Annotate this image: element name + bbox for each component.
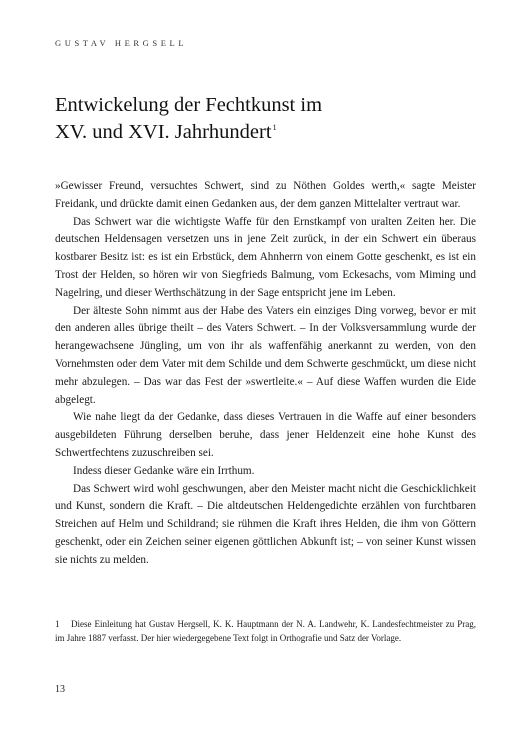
paragraph: »Gewisser Freund, versuchtes Schwert, sind zu Nöthen Goldes werth,« sagte Meister Freidank, und drückte damit einen Gedanken aus, der dem ganzen Mittelalter vertraut war. xyxy=(55,180,476,210)
footnote xyxy=(55,617,476,645)
paragraph: Das Schwert wird wohl geschwungen, aber den Meister macht nicht die Geschicklichkeit und Kunst, sondern die Kraft. – Die altdeutschen Heldengedichte erzählen von furchtbaren Streichen auf Helm und Schildrand; sie rühmen die Kraft ihres Helden, die ihm von Göttern geschenkt, oder ein Zeichen seiner eigenen göttlichen Abkunft ist; – von seiner Kunst wissen sie nichts zu melden. xyxy=(55,482,476,566)
body-text xyxy=(55,178,476,570)
footnote-reference[interactable]: 1 xyxy=(272,123,277,133)
running-head: GUSTAV HERGSELL xyxy=(55,38,188,48)
chapter-title-line-1: Entwickelung der Fechtkunst im xyxy=(55,94,323,116)
paragraph: Der älteste Sohn nimmt aus der Habe des Vaters ein einziges Ding vorweg, bevor er mit den anderen alles übrige theilt – des Vaters Schwert. – In der Volksversammlung wurde der herangewachsene Jüngling, um von ihr als waffenfähig anerkannt zu werden, von den Vornehmsten oder dem Vater mit dem Schilde und dem Schwerte geschmückt, um diese nicht mehr abzulegen. – Das war das Fest der »swertleite.« – Auf diese Waffen wurden die Eide abgelegt. xyxy=(55,304,476,406)
footnote-number: 1 xyxy=(55,619,60,629)
chapter-title-line-2-text: XV. und XVI. Jahrhundert xyxy=(55,121,272,143)
paragraph: Indess dieser Gedanke wäre ein Irrthum. xyxy=(73,464,255,477)
paragraph: Das Schwert war die wichtigste Waffe für den Ernstkampf von uralten Zeiten her. Die deutschen Heldensagen versetzen uns in jene Zeit zurück, in der ein Schwert ein überaus kostbarer Besitz ist: es ist ein Erbstück, dem Ahnherrn von einem Gotte geschenkt, es ist ein Trost der Helden, so hören wir von Siegfrieds Balmung, vom Eckesachs, vom Miming und Nagelring, und dieser Werthschätzung in der Sage entspricht jene im Leben. xyxy=(55,215,476,299)
footnote-text: Diese Einleitung hat Gustav Hergsell, K. K. Hauptmann der N. A. Landwehr, K. Landesfechtmeister zu Prag, im Jahre 1887 verfasst. Der hier wiedergegebene Text folgt in Orthografie und Satz der Vorlage. xyxy=(55,619,476,643)
paragraph: Wie nahe liegt da der Gedanke, dass dieses Vertrauen in die Waffe auf einer besonders ausgebildeten Führung derselben beruhe, dass jener Heldenzeit eine hohe Kunst des Schwertfechtens zuzuschreiben sei. xyxy=(55,411,476,459)
page-number: 13 xyxy=(55,684,65,695)
chapter-title xyxy=(55,92,475,146)
chapter-title-line-2 xyxy=(55,119,475,146)
